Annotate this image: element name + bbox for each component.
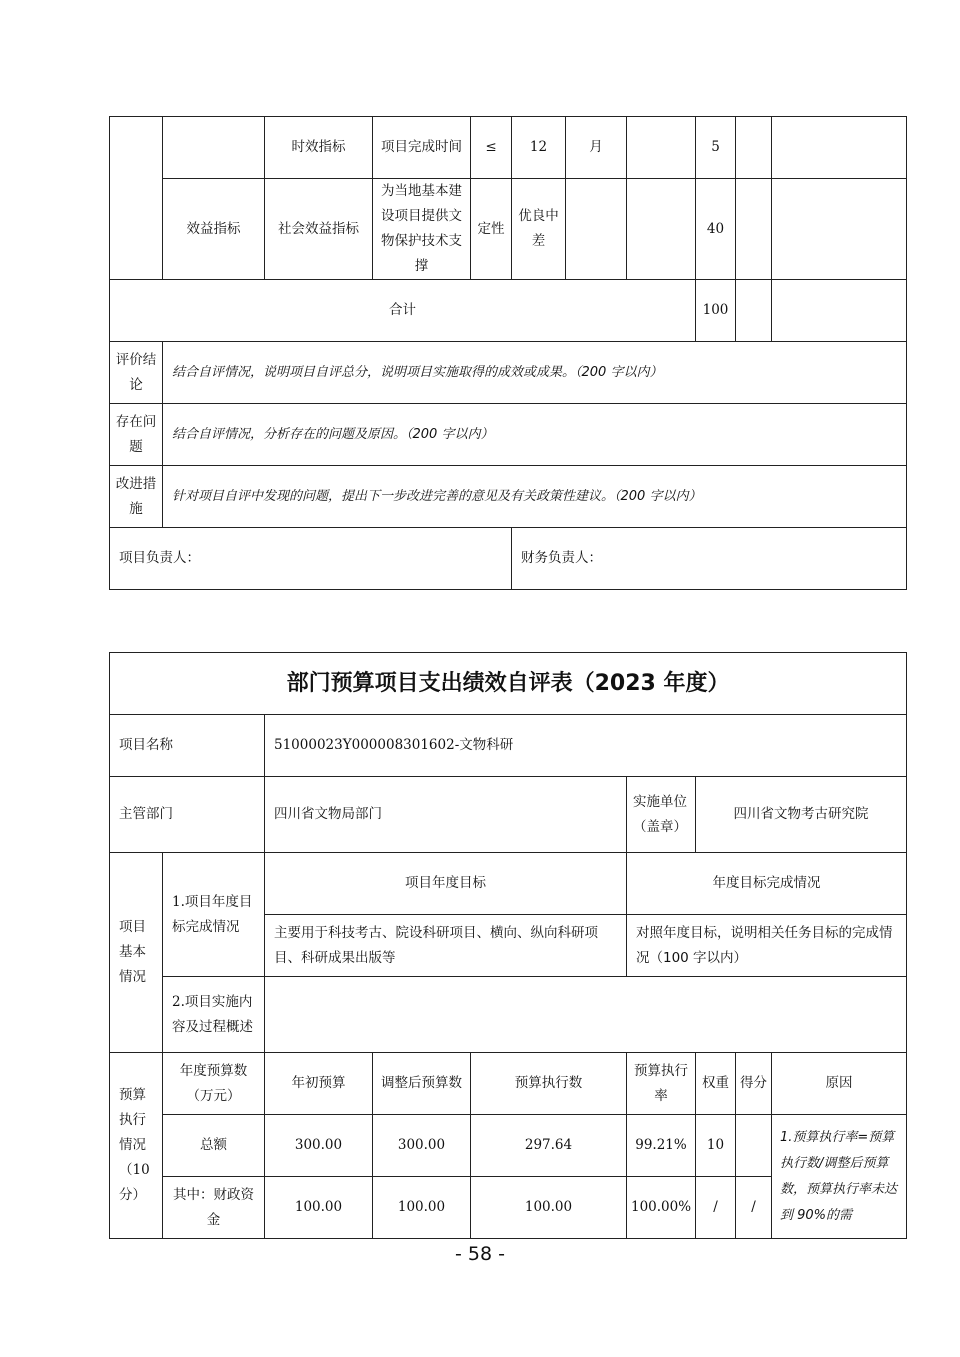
reason-cell bbox=[772, 117, 907, 179]
initial-budget-header: 年初预算 bbox=[265, 1053, 373, 1115]
indicator-row-timeliness bbox=[110, 117, 907, 179]
level3-cell: 为当地基本建设项目提供文物保护技术支撑 bbox=[373, 179, 471, 280]
total-reason bbox=[772, 280, 907, 342]
weight-header: 权重 bbox=[696, 1053, 736, 1115]
level1-cell: 效益指标 bbox=[163, 179, 265, 280]
problems-row bbox=[110, 404, 907, 466]
project-name-row bbox=[110, 715, 907, 777]
actual-cell bbox=[627, 179, 696, 280]
conclusion-label: 评价结论 bbox=[110, 342, 163, 404]
budget-total-row bbox=[110, 1115, 907, 1177]
finance-lead: 财务负责人： bbox=[512, 528, 907, 590]
score-header: 得分 bbox=[736, 1053, 772, 1115]
goal-header-row bbox=[110, 853, 907, 915]
project-lead: 项目负责人： bbox=[110, 528, 512, 590]
basic-info-label: 项目基本情况 bbox=[110, 853, 163, 1053]
total-rate: 99.21% bbox=[627, 1115, 696, 1177]
conclusion-row bbox=[110, 342, 907, 404]
budget-reason-text: 1.预算执行率=预算执行数/调整后预算数，预算执行率未达到 90%的需 bbox=[772, 1115, 907, 1239]
total-initial: 300.00 bbox=[265, 1115, 373, 1177]
total-score bbox=[736, 1115, 772, 1177]
total-weight: 10 bbox=[696, 1115, 736, 1177]
department-value: 四川省文物局部门 bbox=[265, 777, 627, 853]
reason-cell bbox=[772, 179, 907, 280]
budget-header-row bbox=[110, 1053, 907, 1115]
total-adjusted: 300.00 bbox=[373, 1115, 471, 1177]
fiscal-score: / bbox=[736, 1177, 772, 1239]
implementer-value: 四川省文物考古研究院 bbox=[696, 777, 907, 853]
adjusted-budget-header: 调整后预算数 bbox=[373, 1053, 471, 1115]
measures-row bbox=[110, 466, 907, 528]
indicator-table bbox=[109, 116, 907, 590]
total-score bbox=[736, 280, 772, 342]
score-cell bbox=[736, 179, 772, 280]
problems-label: 存在问题 bbox=[110, 404, 163, 466]
execution-rate-header: 预算执行率 bbox=[627, 1053, 696, 1115]
blank-cell bbox=[110, 117, 163, 280]
actual-cell bbox=[627, 117, 696, 179]
goal-completion-label: 1.项目年度目标完成情况 bbox=[163, 853, 265, 977]
score-cell bbox=[736, 117, 772, 179]
value-cell: 12 bbox=[512, 117, 566, 179]
weight-cell: 5 bbox=[696, 117, 736, 179]
department-row bbox=[110, 777, 907, 853]
total-label: 总额 bbox=[163, 1115, 265, 1177]
value-cell: 优良中差 bbox=[512, 179, 566, 280]
level2-cell: 社会效益指标 bbox=[265, 179, 373, 280]
department-label: 主管部门 bbox=[110, 777, 265, 853]
measures-text: 针对项目自评中发现的问题，提出下一步改进完善的意见及有关政策性建议。（200 字以内） bbox=[163, 466, 907, 528]
page-title: 部门预算项目支出绩效自评表（2023 年度） bbox=[110, 653, 907, 715]
process-row bbox=[110, 977, 907, 1053]
fiscal-initial: 100.00 bbox=[265, 1177, 373, 1239]
goal-text: 主要用于科技考古、院设科研项目、横向、纵向科研项目、科研成果出版等 bbox=[265, 915, 627, 977]
conclusion-text: 结合自评情况，说明项目自评总分，说明项目实施取得的成效或成果。（200 字以内） bbox=[163, 342, 907, 404]
goal-status-header: 年度目标完成情况 bbox=[627, 853, 907, 915]
page-number: - 58 - bbox=[455, 1243, 505, 1265]
unit-cell: 月 bbox=[566, 117, 627, 179]
title-row bbox=[110, 653, 907, 715]
measures-label: 改进措施 bbox=[110, 466, 163, 528]
process-text bbox=[265, 977, 907, 1053]
symbol-cell: ≤ bbox=[471, 117, 512, 179]
project-name-label: 项目名称 bbox=[110, 715, 265, 777]
level3-cell: 项目完成时间 bbox=[373, 117, 471, 179]
fiscal-label: 其中：财政资金 bbox=[163, 1177, 265, 1239]
problems-text: 结合自评情况，分析存在的问题及原因。（200 字以内） bbox=[163, 404, 907, 466]
project-name-value: 51000023Y000008301602-文物科研 bbox=[265, 715, 907, 777]
total-label: 合计 bbox=[110, 280, 696, 342]
implementer-label: 实施单位（盖章） bbox=[627, 777, 696, 853]
executed-budget-header: 预算执行数 bbox=[471, 1053, 627, 1115]
indicator-row-benefit bbox=[110, 179, 907, 280]
goal-header: 项目年度目标 bbox=[265, 853, 627, 915]
total-row bbox=[110, 280, 907, 342]
self-evaluation-table bbox=[109, 652, 907, 1239]
fiscal-adjusted: 100.00 bbox=[373, 1177, 471, 1239]
budget-execution-label: 预算执行情况（10分） bbox=[110, 1053, 163, 1239]
fiscal-weight: / bbox=[696, 1177, 736, 1239]
total-weight: 100 bbox=[696, 280, 736, 342]
unit-cell bbox=[566, 179, 627, 280]
nature-cell: 定性 bbox=[471, 179, 512, 280]
reason-header: 原因 bbox=[772, 1053, 907, 1115]
weight-cell: 40 bbox=[696, 179, 736, 280]
signature-row bbox=[110, 528, 907, 590]
annual-budget-header: 年度预算数（万元） bbox=[163, 1053, 265, 1115]
level1-cell bbox=[163, 117, 265, 179]
total-executed: 297.64 bbox=[471, 1115, 627, 1177]
goal-status-text: 对照年度目标，说明相关任务目标的完成情况（100 字以内） bbox=[627, 915, 907, 977]
level2-cell: 时效指标 bbox=[265, 117, 373, 179]
fiscal-executed: 100.00 bbox=[471, 1177, 627, 1239]
process-label: 2.项目实施内容及过程概述 bbox=[163, 977, 265, 1053]
fiscal-rate: 100.00% bbox=[627, 1177, 696, 1239]
